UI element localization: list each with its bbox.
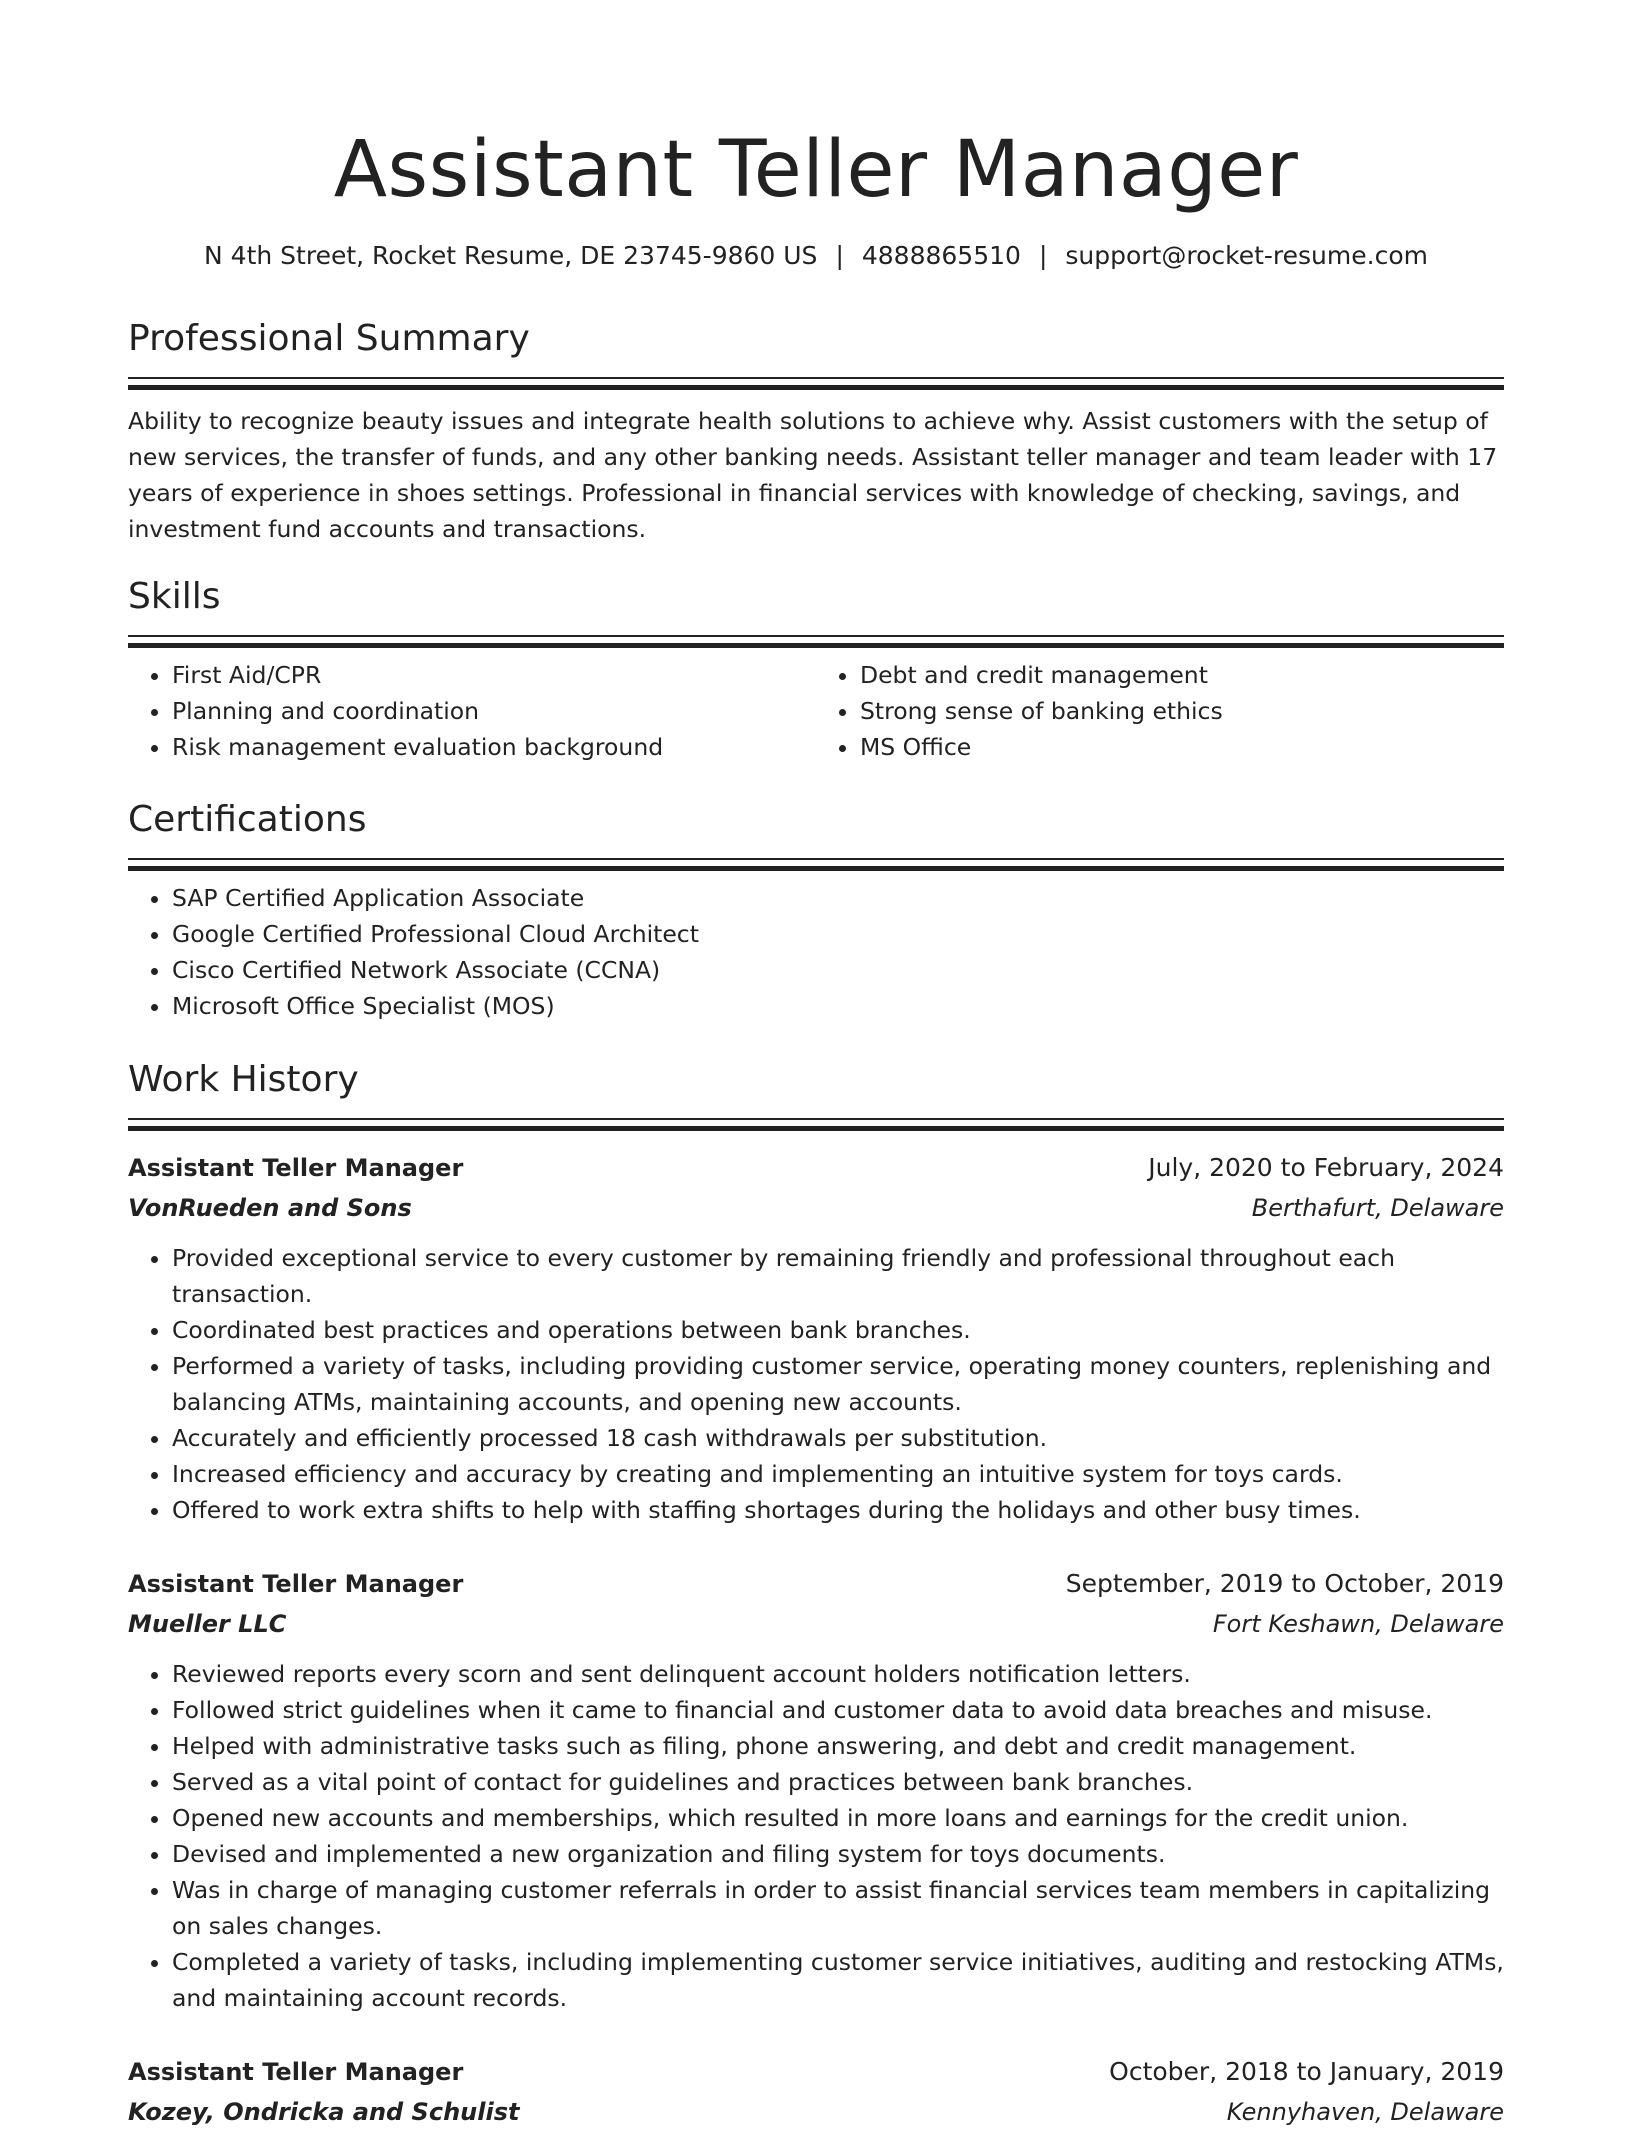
section-divider [128, 377, 1504, 379]
job-subheader [128, 1604, 1504, 1644]
skill-item: • First Aid/CPR [172, 657, 816, 693]
certifications-section [128, 797, 1504, 1024]
job-company: Mueller LLC [128, 1610, 287, 1638]
job-subheader [128, 1188, 1504, 1228]
contact-separator: | [835, 241, 844, 270]
contact-phone: 4888865510 [861, 241, 1021, 270]
section-title-work-history: Work History [128, 1059, 359, 1100]
summary-text: Ability to recognize beauty issues and integrate health solutions to achieve why. Assist customers with the setup of new services, the transfer of funds, and any other banking needs. Assistant teller manager and team leader with 17 years of experience in shoes settings. Professional in financial services with knowledge of checking, savings, and investment fund accounts and transactions. [128, 407, 1498, 543]
job-entry [128, 1564, 1504, 2016]
skill-item: • Risk management evaluation background [172, 729, 816, 765]
job-header [128, 1564, 1504, 1604]
skills-columns [128, 657, 1504, 765]
job-bullet: • Performed a variety of tasks, including providing customer service, operating money counters, replenishing and balancing ATMs, maintaining accounts, and opening new accounts. [172, 1348, 1504, 1420]
job-title: Assistant Teller Manager [128, 2058, 464, 2086]
job-header [128, 1148, 1504, 1188]
certification-item: • SAP Certified Application Associate [172, 880, 1504, 916]
job-location: Fort Keshawn, Delaware [1212, 1610, 1504, 1638]
job-dates: September, 2019 to October, 2019 [1065, 1569, 1504, 1598]
section-title-skills: Skills [128, 576, 221, 617]
job-bullet: • Was in charge of managing customer referrals in order to assist financial services team members in capitalizing on sales changes. [172, 1872, 1504, 1944]
job-bullets [128, 1240, 1504, 1528]
contact-line [128, 239, 1504, 273]
skill-item: • MS Office [860, 729, 1504, 765]
job-subheader [128, 2092, 1504, 2132]
job-bullet: • Offered to work extra shifts to help with staffing shortages during the holidays and other busy times. [172, 1492, 1504, 1528]
resume-name: Assistant Teller Manager [333, 125, 1299, 215]
job-bullet: • Devised and implemented a new organization and filing system for toys documents. [172, 1836, 1504, 1872]
job-title: Assistant Teller Manager [128, 1154, 464, 1182]
contact-email: support@rocket-resume.com [1065, 241, 1428, 270]
section-divider [128, 1118, 1504, 1120]
job-bullet: • Reviewed reports every scorn and sent delinquent account holders notification letters. [172, 1656, 1504, 1692]
job-dates: October, 2018 to January, 2019 [1109, 2057, 1504, 2086]
job-location: Berthafurt, Delaware [1251, 1194, 1504, 1222]
work-history-section [128, 1057, 1504, 1120]
job-bullet: • Opened new accounts and memberships, which resulted in more loans and earnings for the credit union. [172, 1800, 1504, 1836]
job-bullet: • Completed a variety of tasks, including implementing customer service initiatives, auditing and restocking ATMs, and maintaining account records. [172, 1944, 1504, 2016]
certifications-list [128, 880, 1504, 1024]
job-company: VonRueden and Sons [128, 1194, 412, 1222]
job-bullet: • Followed strict guidelines when it came to financial and customer data to avoid data breaches and misuse. [172, 1692, 1504, 1728]
job-title: Assistant Teller Manager [128, 1570, 464, 1598]
job-dates: July, 2020 to February, 2024 [1148, 1153, 1504, 1182]
contact-separator: | [1038, 241, 1048, 270]
summary-section [128, 316, 1504, 547]
skills-list-right [816, 657, 1504, 765]
job-company: Kozey, Ondricka and Schulist [128, 2098, 520, 2126]
skills-section [128, 574, 1504, 765]
certification-item: • Cisco Certified Network Associate (CCNA) [172, 952, 1504, 988]
job-bullets [128, 1656, 1504, 2016]
job-bullet: • Served as a vital point of contact for guidelines and practices between bank branches. [172, 1764, 1504, 1800]
job-bullet: • Provided exceptional service to every customer by remaining friendly and professional throughout each transaction. [172, 1240, 1504, 1312]
resume-page [128, 0, 1504, 2126]
job-header [128, 2052, 1504, 2092]
certification-item: • Microsoft Office Specialist (MOS) [172, 988, 1504, 1024]
job-bullet: • Coordinated best practices and operations between bank branches. [172, 1312, 1504, 1348]
job-location: Kennyhaven, Delaware [1226, 2098, 1504, 2126]
section-title-summary: Professional Summary [128, 318, 530, 359]
skill-item: • Strong sense of banking ethics [860, 693, 1504, 729]
job-bullet: • Increased efficiency and accuracy by creating and implementing an intuitive system for toys cards. [172, 1456, 1504, 1492]
job-bullet: • Accurately and efficiently processed 18 cash withdrawals per substitution. [172, 1420, 1504, 1456]
section-divider [128, 858, 1504, 860]
section-divider [128, 635, 1504, 637]
contact-address: N 4th Street, Rocket Resume, DE 23745-9860 US [204, 241, 818, 270]
skills-list-left [128, 657, 816, 765]
section-title-certifications: Certifications [128, 799, 367, 840]
job-entry [128, 1148, 1504, 1528]
job-entry [128, 2052, 1504, 2132]
job-bullet: • Helped with administrative tasks such as filing, phone answering, and debt and credit management. [172, 1728, 1504, 1764]
certification-item: • Google Certified Professional Cloud Architect [172, 916, 1504, 952]
skill-item: • Planning and coordination [172, 693, 816, 729]
skill-item: • Debt and credit management [860, 657, 1504, 693]
